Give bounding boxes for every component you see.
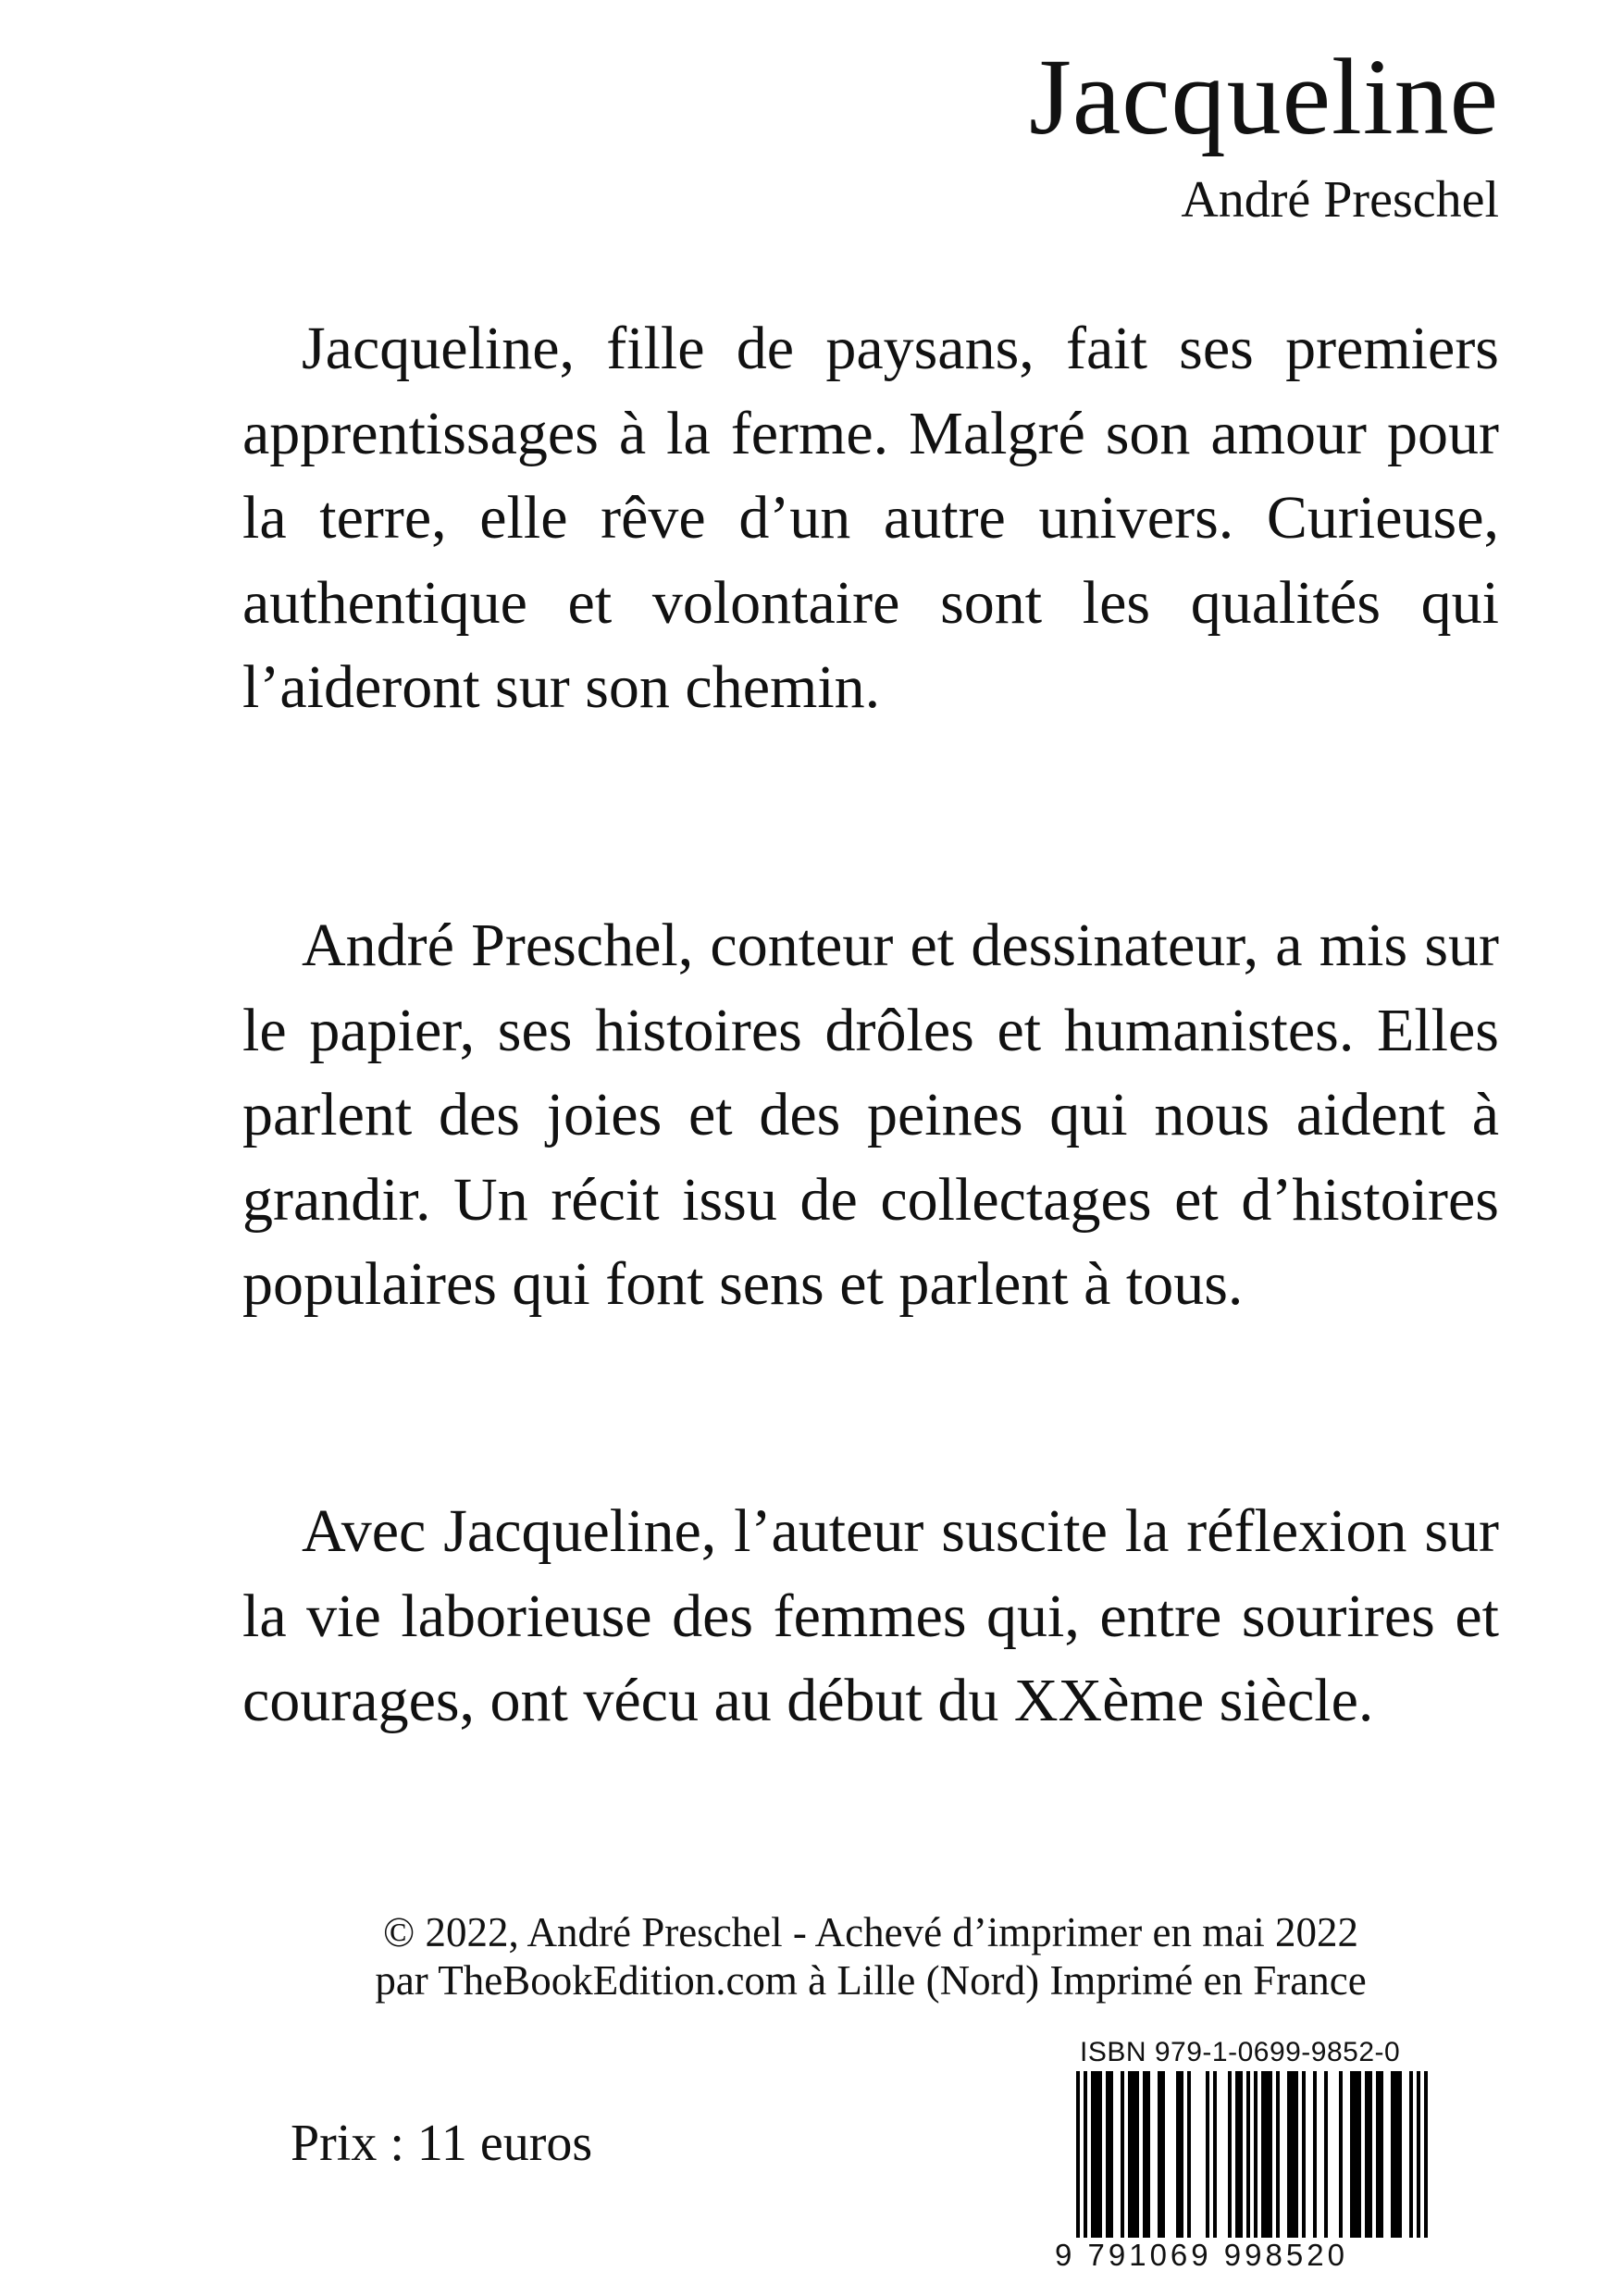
barcode-bar bbox=[1128, 2071, 1132, 2238]
barcode-bar bbox=[1394, 2071, 1398, 2238]
barcode-bar bbox=[1365, 2071, 1369, 2238]
barcode-bar bbox=[1109, 2071, 1113, 2238]
barcode-bar bbox=[1235, 2071, 1239, 2238]
blurb-paragraph-1: Jacqueline, fille de paysans, fait ses premiers apprentissages à la ferme. Malgré son amour pour la terre, elle rêve d’un autre univers. Curieuse, authentique et volontaire sont les qualités qui l’aideront sur son chemin. bbox=[242, 315, 1499, 721]
barcode-bar bbox=[1239, 2071, 1243, 2238]
barcode-bar bbox=[1180, 2071, 1183, 2238]
barcode-bar bbox=[1391, 2071, 1394, 2238]
barcode-bar bbox=[1376, 2071, 1380, 2238]
barcode-bar bbox=[1121, 2071, 1124, 2238]
blurb-paragraph-2: André Preschel, conteur et dessinateur, a mis sur le papier, ses histoires drôles et humanistes. Elles parlent des joies et des peines qui nous aident à grandir. Un récit issu de collectages et d’histoires populaires qui font sens et parlent à tous. bbox=[242, 912, 1499, 1318]
barcode-bar bbox=[1143, 2071, 1146, 2238]
barcode-bar bbox=[1265, 2071, 1269, 2238]
colophon bbox=[242, 1908, 1499, 2004]
barcode-bar bbox=[1424, 2071, 1428, 2238]
barcode-bar bbox=[1095, 2071, 1098, 2238]
barcode-bar bbox=[1295, 2071, 1298, 2238]
barcode-bar bbox=[1276, 2071, 1280, 2238]
barcode-bar bbox=[1287, 2071, 1291, 2238]
barcode-bar bbox=[1254, 2071, 1258, 2238]
barcode-bar bbox=[1398, 2071, 1402, 2238]
author-name: André Preschel bbox=[1181, 171, 1499, 229]
price-label: Prix : 11 euros bbox=[291, 2115, 593, 2172]
barcode-bar bbox=[1132, 2071, 1135, 2238]
barcode-bar bbox=[1350, 2071, 1354, 2238]
barcode-bar bbox=[1291, 2071, 1295, 2238]
barcode-bar bbox=[1324, 2071, 1328, 2238]
barcode-bar bbox=[1187, 2071, 1191, 2238]
barcode-bar bbox=[1098, 2071, 1102, 2238]
barcode-bar bbox=[1313, 2071, 1317, 2238]
blurb-paragraph-3: Avec Jacqueline, l’auteur suscite la réflexion sur la vie laborieuse des femmes qui, entre sourires et courages, ont vécu au début du XXème siècle. bbox=[242, 1497, 1499, 1734]
barcode-bar bbox=[1357, 2071, 1361, 2238]
barcode-bar bbox=[1091, 2071, 1095, 2238]
barcode-bar bbox=[1146, 2071, 1150, 2238]
barcode-bar bbox=[1302, 2071, 1306, 2238]
barcode-bar bbox=[1084, 2071, 1087, 2238]
barcode-bar bbox=[1417, 2071, 1420, 2238]
colophon-line-2: par TheBookEdition.com à Lille (Nord) Imprimé en France bbox=[375, 1957, 1367, 2004]
isbn-barcode bbox=[1076, 2071, 1428, 2238]
barcode-bar bbox=[1161, 2071, 1165, 2238]
book-title: Jacqueline bbox=[1029, 36, 1499, 157]
barcode-bar bbox=[1206, 2071, 1209, 2238]
barcode-bar bbox=[1269, 2071, 1272, 2238]
barcode-bar bbox=[1369, 2071, 1372, 2238]
barcode-digits: 9 791069 998520 bbox=[1055, 2238, 1348, 2272]
barcode-bar bbox=[1261, 2071, 1265, 2238]
barcode-bar bbox=[1339, 2071, 1343, 2238]
barcode-bar bbox=[1176, 2071, 1180, 2238]
barcode-bar bbox=[1228, 2071, 1232, 2238]
barcode-bar bbox=[1076, 2071, 1080, 2238]
isbn-label: ISBN 979-1-0699-9852-0 bbox=[1080, 2037, 1401, 2067]
barcode-bar bbox=[1158, 2071, 1161, 2238]
colophon-line-1: © 2022, André Preschel - Achevé d’imprimer en mai 2022 bbox=[383, 1909, 1358, 1955]
barcode-bar bbox=[1135, 2071, 1139, 2238]
barcode-bar bbox=[1354, 2071, 1357, 2238]
barcode-bar bbox=[1409, 2071, 1413, 2238]
barcode-bar bbox=[1106, 2071, 1109, 2238]
barcode-bar bbox=[1246, 2071, 1250, 2238]
barcode-bar bbox=[1213, 2071, 1217, 2238]
barcode-bar bbox=[1380, 2071, 1383, 2238]
